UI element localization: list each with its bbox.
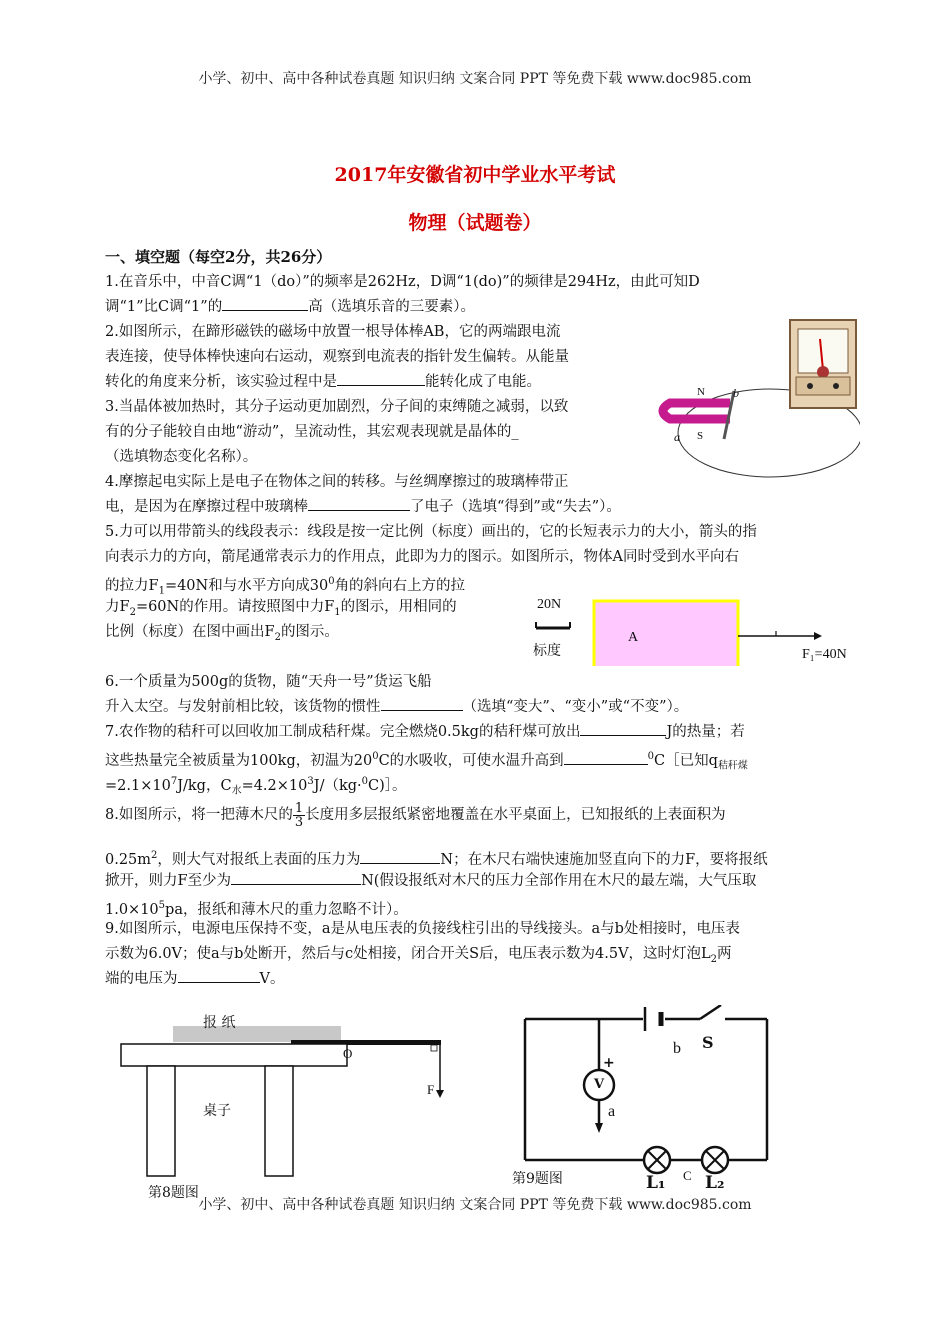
q8-answer-blank-1[interactable] <box>360 849 440 864</box>
q7-text-c: 这些热量完全被质量为100kg，初温为20 <box>105 752 373 769</box>
fig9-l1-label: L₁ <box>646 1173 666 1193</box>
q2-answer-blank[interactable] <box>337 371 425 386</box>
q9-text-c: 端的电压为 <box>105 971 178 987</box>
q1-line1: 1.在音乐中，中音C调“1（do）”的频率是262Hz，D调“1(do)”的频律是294Hz，由此可知D <box>105 274 700 290</box>
q5-text-h: 的图示。 <box>280 624 339 640</box>
fig9-l2-label: L₂ <box>705 1173 725 1193</box>
q7-sup-0b: 0 <box>647 751 655 762</box>
fraction-numerator: 1 <box>294 800 304 816</box>
page-footer: 小学、初中、高中各种试卷真题 知识归纳 文案合同 PPT 等免费下载 www.doc985.com <box>198 1197 752 1213</box>
q3-line1: 3.当晶体被加热时，其分子运动更加剧烈，分子间的束缚随之减弱，以致 <box>105 399 569 415</box>
fig9-s-label: S <box>702 1033 714 1052</box>
q8-fraction <box>293 802 305 829</box>
page-header: 小学、初中、高中各种试卷真题 知识归纳 文案合同 PPT 等免费下载 www.doc985.com <box>198 71 752 87</box>
q8-line2 <box>105 845 768 871</box>
q9-line2 <box>105 943 732 971</box>
q9-text-b: 两 <box>717 946 732 962</box>
fig2-b-label: b <box>733 386 739 400</box>
force-f-arrowhead <box>436 1090 444 1098</box>
q5-sub-2b: 2 <box>274 631 281 643</box>
q5-line2: 向表示力的方向，箭尾通常表示力的作用点，此即为力的图示。如图所示，物体A同时受到水平向右 <box>105 549 739 565</box>
q8-text-g: N(假设报纸对木尺的压力全部作用在木尺的最左端，大气压取 <box>361 873 757 889</box>
q5-sub-2: 2 <box>129 606 136 618</box>
fig9-plus-label: + <box>603 1055 615 1071</box>
q7-sup-7: 7 <box>170 776 178 787</box>
terminal-left <box>807 383 813 389</box>
scale-label: 标度 <box>533 643 561 659</box>
q2-line2: 表连接，使导体棒快速向右运动，观察到电流表的指针发生偏转。从能量 <box>105 349 569 365</box>
force-f1-label: F₁=40N <box>802 647 847 662</box>
q8-answer-blank-2[interactable] <box>231 870 361 885</box>
q7-line1 <box>105 721 745 743</box>
q9-answer-blank[interactable] <box>178 968 260 983</box>
q2-line1: 2.如图所示，在蹄形磁铁的磁场中放置一根导体棒AB，它的两端跟电流 <box>105 324 561 340</box>
q7-line3 <box>105 771 407 803</box>
q8-text-b: 长度用多层报纸紧密地覆盖在水平桌面上，已知报纸的上表面积为 <box>305 807 726 823</box>
q3-line2: 有的分子能较自由地“游动”，呈流动性，其宏观表现就是晶体的_ <box>105 424 519 440</box>
q7-text-e: C［已知q <box>654 752 718 769</box>
q7-text-i: J/（kg· <box>313 777 362 794</box>
figure-2 <box>650 315 860 480</box>
right-angle-mark <box>431 1045 437 1051</box>
q8-line1 <box>105 800 726 830</box>
newspaper <box>173 1026 341 1042</box>
fig8-o-label: O <box>343 1046 353 1061</box>
q8-text-h: 1.0×10 <box>105 901 159 918</box>
q9-sub-2: 2 <box>710 953 718 965</box>
section-heading: 一、填空题（每空2分，共26分） <box>105 248 332 266</box>
q7-text-g: J/kg，C <box>177 777 232 794</box>
scale-value: 20N <box>537 597 562 612</box>
q8-text-a: 8.如图所示，将一把薄木尺的 <box>105 807 293 823</box>
q4-line2 <box>105 496 621 518</box>
q6-answer-blank[interactable] <box>381 696 463 711</box>
force-f1-arrowhead <box>814 632 822 640</box>
q5-line5 <box>105 621 339 649</box>
q9-text-d: V。 <box>259 971 285 987</box>
q8-sup-2: 2 <box>151 850 158 861</box>
table-leg-left <box>147 1066 175 1176</box>
q7-text-j: C)］。 <box>368 777 407 794</box>
q5-text-c: 角的斜向右上方的拉 <box>334 577 466 594</box>
exam-title: 2017年安徽省初中学业水平考试 <box>334 164 616 186</box>
switch-blade <box>700 1005 721 1019</box>
q5-sup-0: 0 <box>328 576 335 587</box>
table-leg-right <box>265 1066 293 1176</box>
fig8-paper-label: 报 纸 <box>203 1015 236 1031</box>
q5-text-g: 比例（标度）在图中画出F <box>105 624 275 640</box>
q8-text-c: 0.25m <box>105 851 152 868</box>
q9-line3 <box>105 968 284 990</box>
q8-line4 <box>105 895 408 921</box>
q4-text-a: 电，是因为在摩擦过程中玻璃棒 <box>105 499 308 515</box>
fig8-f-label: F <box>427 1082 435 1097</box>
q5-line1: 5.力可以用带箭头的线段表示：线段是按一定比例（标度）画出的，它的长短表示力的大小，箭头的指 <box>105 524 757 540</box>
q7-answer-blank-1[interactable] <box>580 721 666 736</box>
galvanometer-base <box>796 377 850 395</box>
q4-line1: 4.摩擦起电实际上是电子在物体之间的转移。与丝绸摩擦过的玻璃棒带正 <box>105 474 569 490</box>
fig8-caption: 第8题图 <box>148 1185 199 1201</box>
q1-line2 <box>105 296 475 318</box>
terminal-right <box>833 383 839 389</box>
q6-text-b: （选填“变大”、“变小”或“不变”）。 <box>462 699 689 715</box>
q5-text-a: 的拉力F <box>105 577 159 594</box>
block-a-label: A <box>628 630 639 645</box>
q8-text-f: 掀开，则力F至少为 <box>105 873 232 889</box>
q8-text-d: ，则大气对报纸上表面的压力为 <box>157 851 361 868</box>
figure-8-svg <box>115 1010 455 1210</box>
q6-line2 <box>105 696 688 718</box>
fraction-denominator: 3 <box>294 814 304 830</box>
q4-answer-blank[interactable] <box>308 496 410 511</box>
q2-text-a: 转化的角度来分析，该实验过程中是 <box>105 374 337 390</box>
q9-line1: 9.如图所示，电源电压保持不变，a是从电压表的负接线柱引出的导线接头。a与b处相接时，电压表 <box>105 921 740 937</box>
q7-text-b: J的热量；若 <box>666 724 745 740</box>
q7-sup-3: 3 <box>307 776 314 787</box>
q7-sub-fuel: 秸秆煤 <box>717 760 748 772</box>
q2-text-b: 能转化成了电能。 <box>425 374 541 390</box>
fig2-n-label: N <box>697 386 705 398</box>
q7-answer-blank-2[interactable] <box>564 750 648 765</box>
galvanometer-pivot <box>817 366 829 378</box>
q9-text-a: 示数为6.0V；使a与b处断开，然后与c处相接，闭合开关S后，电压表示数为4.5V，这时灯泡L <box>105 946 711 962</box>
q5-text-b: =40N和与水平方向成30 <box>164 577 329 594</box>
q1-answer-blank[interactable] <box>222 296 308 311</box>
horseshoe-magnet <box>663 403 730 419</box>
q6-line1: 6.一个质量为500g的货物，随“天舟一号”货运飞船 <box>105 674 432 690</box>
q8-text-i: pa，报纸和薄木尺的重力忽略不计）。 <box>165 901 408 918</box>
q7-text-f: =2.1×10 <box>105 777 171 794</box>
q5-sub-1: 1 <box>158 585 165 597</box>
figure-9-svg <box>515 1005 775 1190</box>
q7-sub-water: 水 <box>231 785 242 797</box>
q8-line3 <box>105 870 756 892</box>
fig9-a-label: a <box>608 1103 616 1120</box>
q2-line3 <box>105 371 541 393</box>
q5-text-e: =60N的作用。请按照图中力F <box>135 599 335 615</box>
exam-subtitle: 物理（试题卷） <box>408 212 542 234</box>
fig2-a-label: a <box>674 430 680 444</box>
figure-2-svg <box>650 315 860 480</box>
q7-text-h: =4.2×10 <box>241 777 308 794</box>
fig8-table-label: 桌子 <box>203 1103 231 1119</box>
q5-line4 <box>105 596 457 624</box>
q1-text-b: 高（选填乐音的三要素）。 <box>308 299 475 315</box>
q7-sup-0c: 0 <box>361 776 369 787</box>
q8-text-e: N；在木尺右端快速施加竖直向下的力F，要将报纸 <box>440 851 768 868</box>
fig9-c-label: C <box>683 1168 692 1183</box>
fig9-caption: 第9题图 <box>512 1171 563 1187</box>
block-a <box>594 601 738 666</box>
q3-line3: （选填物态变化名称）。 <box>105 449 258 465</box>
table-top <box>121 1044 347 1066</box>
q5-text-d: 力F <box>105 599 130 615</box>
q7-sup-0: 0 <box>372 751 379 762</box>
q8-sup-5: 5 <box>158 900 166 911</box>
q6-text-a: 升入太空。与发射前相比较，该货物的惯性 <box>105 699 381 715</box>
q1-text-a: 调“1”比C调“1”的 <box>105 299 223 315</box>
fig9-v-label: V <box>594 1077 605 1092</box>
figure-9 <box>515 1005 775 1190</box>
q7-text-d: C的水吸收，可使水温升高到 <box>378 752 564 769</box>
fig9-b-label: b <box>673 1040 681 1057</box>
fig2-s-label: S <box>697 430 704 442</box>
lead-a-arrow <box>595 1123 603 1133</box>
figure-8 <box>115 1010 455 1210</box>
q4-text-b: 了电子（选填“得到”或“失去”）。 <box>410 499 621 515</box>
q5-text-f: 的图示，用相同的 <box>340 599 457 615</box>
q5-sub-1b: 1 <box>334 606 341 618</box>
q7-text-a: 7.农作物的秸秆可以回收加工制成秸秆煤。完全燃烧0.5kg的秸秆煤可放出 <box>105 724 581 740</box>
